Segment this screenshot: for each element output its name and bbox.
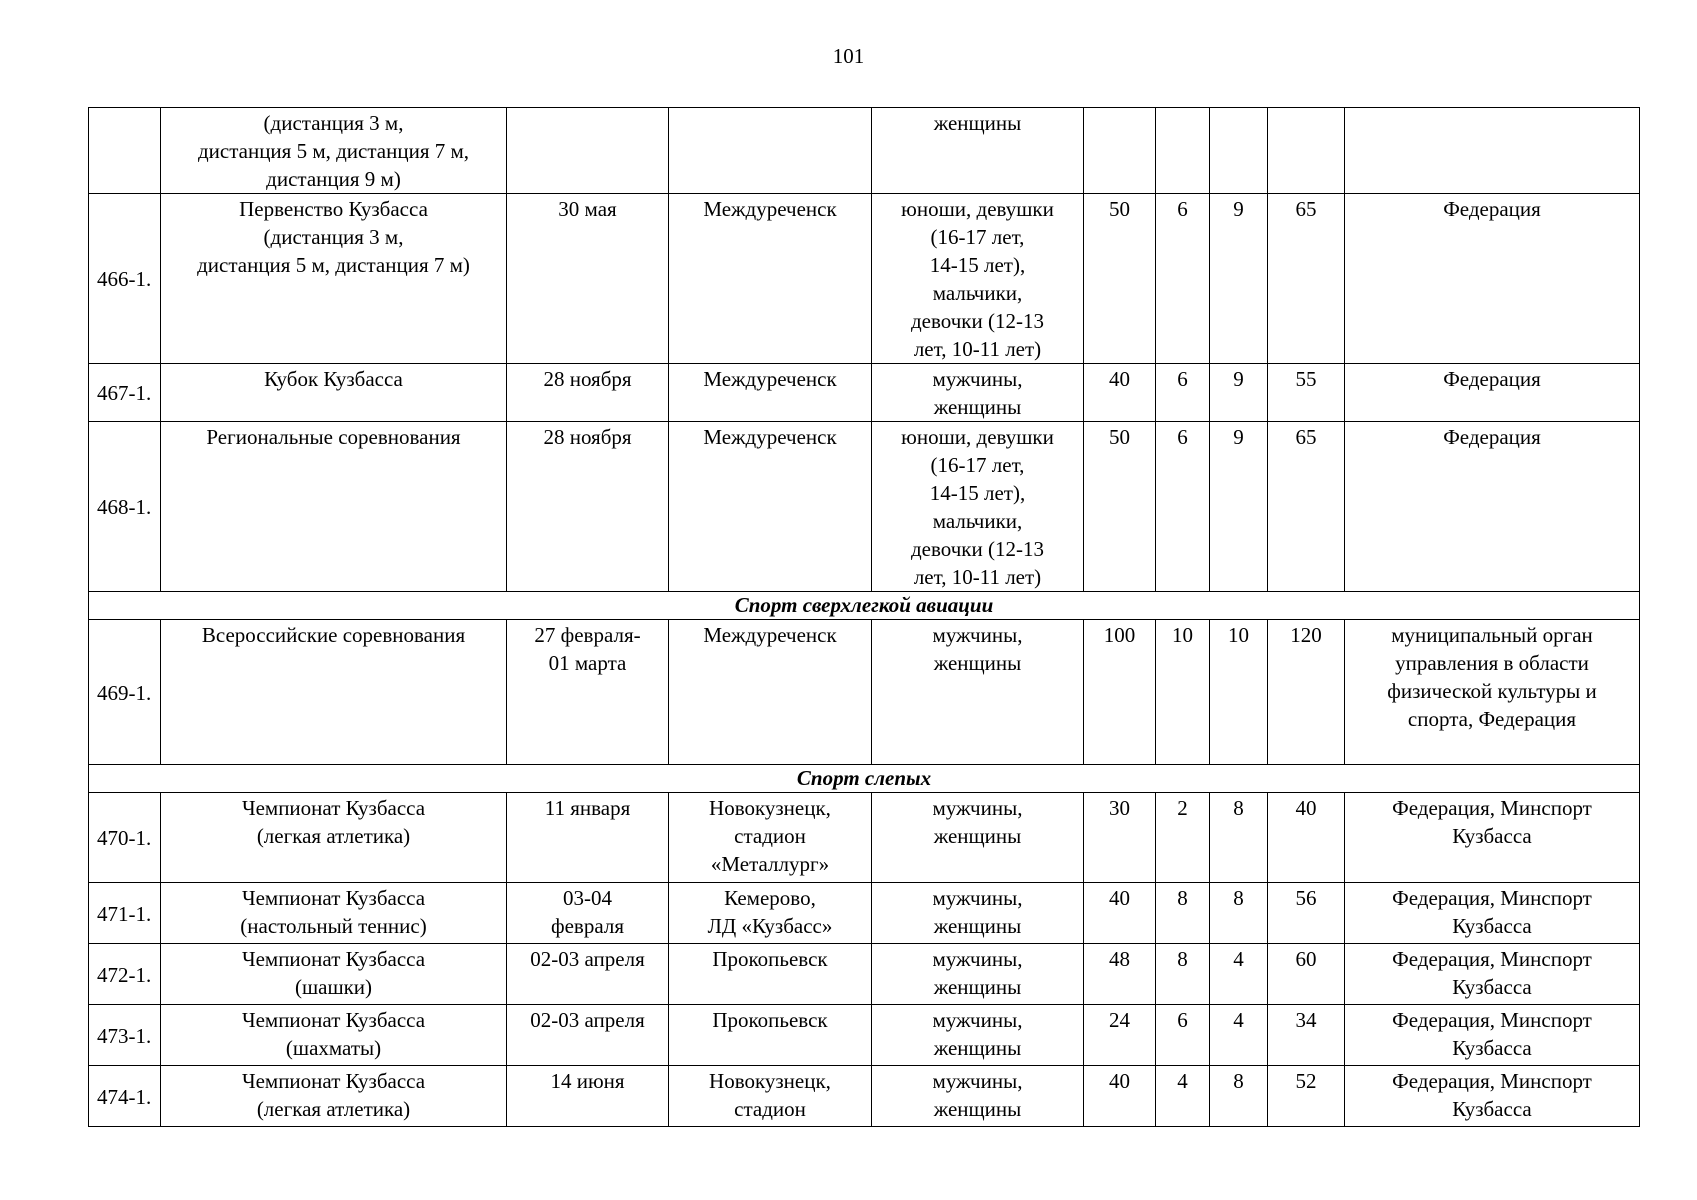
section-title: Спорт сверхлегкой авиации [89, 592, 1640, 620]
event-name-line: Региональные соревнования [206, 425, 461, 449]
event-place-line: стадион [734, 1097, 806, 1121]
event-date-line: 03-04 [563, 886, 612, 910]
event-date-cell [507, 1066, 669, 1127]
participants-line: юноши, девушки [901, 197, 1054, 221]
event-number-cell: 467-1. [89, 364, 161, 422]
organizer-line: Федерация [1443, 425, 1541, 449]
participants-cell [872, 944, 1084, 1005]
count-cell-3: 8 [1210, 883, 1268, 944]
event-place-cell [669, 793, 872, 883]
participants-line: (16-17 лет, [930, 225, 1025, 249]
organizer-line: Федерация, Минспорт [1392, 886, 1592, 910]
count-cell-2: 6 [1156, 194, 1210, 364]
event-date-cell [507, 422, 669, 592]
organizer-line: спорта, Федерация [1407, 707, 1577, 731]
event-date-cell [507, 944, 669, 1005]
organizer-cell [1345, 793, 1640, 883]
event-name-line: Всероссийские соревнования [201, 623, 466, 647]
participants-line: мальчики, [932, 509, 1023, 533]
event-place-line: Междуреченск [703, 425, 837, 449]
event-name-line: Чемпионат Кузбасса [241, 1008, 426, 1032]
event-date-cell [507, 1005, 669, 1066]
count-cell-3: 10 [1210, 620, 1268, 765]
total-count-cell: 120 [1268, 620, 1345, 765]
table-row [89, 1005, 1640, 1066]
organizer-line: Федерация [1443, 197, 1541, 221]
count-cell-2: 2 [1156, 793, 1210, 883]
event-date-line: 30 мая [558, 197, 617, 221]
event-place-line: Прокопьевск [712, 947, 828, 971]
participants-cell [872, 364, 1084, 422]
event-name-line: Кубок Кузбасса [264, 367, 403, 391]
count-cell-3: 9 [1210, 364, 1268, 422]
count-cell-2 [1156, 108, 1210, 194]
event-name-line: (шахматы) [285, 1036, 382, 1060]
event-date-cell [507, 883, 669, 944]
event-name-line: дистанция 9 м) [266, 167, 401, 191]
organizer-cell [1345, 620, 1640, 765]
participants-line: женщины [933, 111, 1022, 135]
participants-line: лет, 10-11 лет) [913, 337, 1042, 361]
count-cell-3: 8 [1210, 793, 1268, 883]
event-name-line: Чемпионат Кузбасса [241, 796, 426, 820]
count-cell-2: 6 [1156, 422, 1210, 592]
participants-cell [872, 883, 1084, 944]
event-place-cell [669, 944, 872, 1005]
event-number-cell: 471-1. [89, 883, 161, 944]
event-date-cell [507, 364, 669, 422]
participants-line: девочки (12-13 [911, 309, 1044, 333]
section-header-row [89, 592, 1640, 620]
event-date-line: 28 ноября [543, 367, 632, 391]
organizer-line: физической культуры и [1387, 679, 1597, 703]
event-number-cell [89, 108, 161, 194]
count-cell-1 [1084, 108, 1156, 194]
event-place-line: Прокопьевск [712, 1008, 828, 1032]
table-row [89, 108, 1640, 194]
count-cell-1: 30 [1084, 793, 1156, 883]
participants-line: женщины [933, 651, 1022, 675]
table-row [89, 620, 1640, 765]
event-name-line: Чемпионат Кузбасса [241, 1069, 426, 1093]
event-date-line: 02-03 апреля [530, 947, 645, 971]
total-count-cell: 65 [1268, 194, 1345, 364]
participants-cell [872, 620, 1084, 765]
participants-line: женщины [933, 824, 1022, 848]
count-cell-2: 6 [1156, 364, 1210, 422]
participants-line: женщины [933, 395, 1022, 419]
event-place-line: Новокузнецк, [709, 1069, 831, 1093]
table-row [89, 422, 1640, 592]
count-cell-3: 8 [1210, 1066, 1268, 1127]
organizer-line: Федерация, Минспорт [1392, 1008, 1592, 1032]
organizer-cell [1345, 422, 1640, 592]
event-date-line: 01 марта [548, 651, 627, 675]
event-name-cell [161, 364, 507, 422]
event-number-cell: 469-1. [89, 620, 161, 765]
count-cell-3: 9 [1210, 194, 1268, 364]
count-cell-1: 50 [1084, 194, 1156, 364]
event-place-cell [669, 422, 872, 592]
event-name-line: (шашки) [294, 975, 373, 999]
event-place-cell [669, 620, 872, 765]
table-row [89, 1066, 1640, 1127]
participants-cell [872, 1066, 1084, 1127]
event-name-line: (настольный теннис) [240, 914, 427, 938]
organizer-line: Кузбасса [1452, 1036, 1532, 1060]
event-place-cell [669, 883, 872, 944]
total-count-cell: 56 [1268, 883, 1345, 944]
event-name-cell [161, 194, 507, 364]
event-name-line: дистанция 5 м, дистанция 7 м, [197, 139, 470, 163]
organizer-line: муниципальный орган [1391, 623, 1593, 647]
total-count-cell: 65 [1268, 422, 1345, 592]
event-place-cell [669, 108, 872, 194]
organizer-line: Федерация, Минспорт [1392, 796, 1592, 820]
table-row [89, 364, 1640, 422]
organizer-line: Кузбасса [1452, 1097, 1532, 1121]
count-cell-2: 8 [1156, 883, 1210, 944]
table-row [89, 944, 1640, 1005]
event-number-cell: 472-1. [89, 944, 161, 1005]
participants-line: (16-17 лет, [930, 453, 1025, 477]
count-cell-2: 6 [1156, 1005, 1210, 1066]
participants-line: мужчины, [932, 947, 1023, 971]
event-place-cell [669, 1005, 872, 1066]
organizer-line: Кузбасса [1452, 975, 1532, 999]
event-name-cell [161, 620, 507, 765]
total-count-cell: 60 [1268, 944, 1345, 1005]
events-table-body [89, 108, 1640, 1127]
total-count-cell: 34 [1268, 1005, 1345, 1066]
event-place-line: стадион [734, 824, 806, 848]
event-number-cell: 474-1. [89, 1066, 161, 1127]
section-title: Спорт слепых [89, 765, 1640, 793]
count-cell-3 [1210, 108, 1268, 194]
participants-line: мужчины, [932, 886, 1023, 910]
event-name-cell [161, 883, 507, 944]
total-count-cell: 55 [1268, 364, 1345, 422]
count-cell-1: 50 [1084, 422, 1156, 592]
participants-line: 14-15 лет), [929, 481, 1026, 505]
event-place-cell [669, 364, 872, 422]
event-date-cell [507, 194, 669, 364]
count-cell-1: 40 [1084, 1066, 1156, 1127]
participants-line: юноши, девушки [901, 425, 1054, 449]
events-table [88, 107, 1640, 1127]
event-place-line: «Металлург» [710, 852, 830, 876]
event-place-line: Междуреченск [703, 623, 837, 647]
event-date-line: 28 ноября [543, 425, 632, 449]
count-cell-1: 48 [1084, 944, 1156, 1005]
participants-line: девочки (12-13 [911, 537, 1044, 561]
event-date-line: 27 февраля- [534, 623, 641, 647]
event-date-cell [507, 108, 669, 194]
event-number-cell: 473-1. [89, 1005, 161, 1066]
event-name-line: Чемпионат Кузбасса [241, 947, 426, 971]
organizer-cell [1345, 108, 1640, 194]
organizer-cell [1345, 364, 1640, 422]
participants-line: 14-15 лет), [929, 253, 1026, 277]
participants-line: женщины [933, 914, 1022, 938]
participants-line: женщины [933, 1036, 1022, 1060]
event-name-line: (легкая атлетика) [256, 1097, 411, 1121]
organizer-line: Кузбасса [1452, 914, 1532, 938]
event-name-cell [161, 944, 507, 1005]
participants-cell [872, 793, 1084, 883]
event-name-cell [161, 422, 507, 592]
event-place-line: Кемерово, [724, 886, 816, 910]
event-name-line: (дистанция 3 м, [263, 111, 404, 135]
event-place-line: ЛД «Кузбасс» [707, 914, 833, 938]
participants-line: мужчины, [932, 623, 1023, 647]
event-place-cell [669, 194, 872, 364]
event-name-cell [161, 1005, 507, 1066]
organizer-cell [1345, 1005, 1640, 1066]
total-count-cell: 52 [1268, 1066, 1345, 1127]
count-cell-1: 100 [1084, 620, 1156, 765]
participants-line: женщины [933, 975, 1022, 999]
participants-line: лет, 10-11 лет) [913, 565, 1042, 589]
organizer-line: Кузбасса [1452, 824, 1532, 848]
event-date-line: февраля [551, 914, 624, 938]
count-cell-2: 10 [1156, 620, 1210, 765]
section-header-row [89, 765, 1640, 793]
event-date-line: 02-03 апреля [530, 1008, 645, 1032]
participants-cell [872, 422, 1084, 592]
page-number: 101 [832, 44, 865, 68]
event-place-line: Новокузнецк, [709, 796, 831, 820]
event-place-cell [669, 1066, 872, 1127]
table-row [89, 194, 1640, 364]
event-date-cell [507, 793, 669, 883]
participants-line: мальчики, [932, 281, 1023, 305]
event-name-cell [161, 108, 507, 194]
event-place-line: Междуреченск [703, 367, 837, 391]
count-cell-3: 9 [1210, 422, 1268, 592]
count-cell-3: 4 [1210, 944, 1268, 1005]
count-cell-1: 24 [1084, 1005, 1156, 1066]
participants-line: мужчины, [932, 367, 1023, 391]
event-number-cell: 466-1. [89, 194, 161, 364]
participants-line: мужчины, [932, 1069, 1023, 1093]
organizer-line: Федерация, Минспорт [1392, 1069, 1592, 1093]
organizer-line: Федерация, Минспорт [1392, 947, 1592, 971]
event-name-line: (легкая атлетика) [256, 824, 411, 848]
organizer-cell [1345, 194, 1640, 364]
event-place-line: Междуреченск [703, 197, 837, 221]
organizer-line: Федерация [1443, 367, 1541, 391]
event-date-line: 14 июня [550, 1069, 625, 1093]
organizer-cell [1345, 883, 1640, 944]
table-row [89, 793, 1640, 883]
count-cell-1: 40 [1084, 883, 1156, 944]
organizer-cell [1345, 1066, 1640, 1127]
table-row [89, 883, 1640, 944]
count-cell-1: 40 [1084, 364, 1156, 422]
event-number-cell: 470-1. [89, 793, 161, 883]
event-date-cell [507, 620, 669, 765]
organizer-cell [1345, 944, 1640, 1005]
event-name-cell [161, 1066, 507, 1127]
event-name-line: дистанция 5 м, дистанция 7 м) [197, 253, 470, 277]
total-count-cell: 40 [1268, 793, 1345, 883]
event-name-cell [161, 793, 507, 883]
count-cell-3: 4 [1210, 1005, 1268, 1066]
organizer-line: управления в области [1395, 651, 1589, 675]
participants-cell [872, 1005, 1084, 1066]
participants-line: мужчины, [932, 796, 1023, 820]
event-name-line: (дистанция 3 м, [263, 225, 404, 249]
event-name-line: Чемпионат Кузбасса [241, 886, 426, 910]
participants-cell [872, 194, 1084, 364]
participants-line: женщины [933, 1097, 1022, 1121]
event-date-line: 11 января [544, 796, 631, 820]
participants-cell [872, 108, 1084, 194]
event-number-cell: 468-1. [89, 422, 161, 592]
total-count-cell [1268, 108, 1345, 194]
participants-line: мужчины, [932, 1008, 1023, 1032]
count-cell-2: 4 [1156, 1066, 1210, 1127]
event-name-line: Первенство Кузбасса [239, 197, 428, 221]
count-cell-2: 8 [1156, 944, 1210, 1005]
